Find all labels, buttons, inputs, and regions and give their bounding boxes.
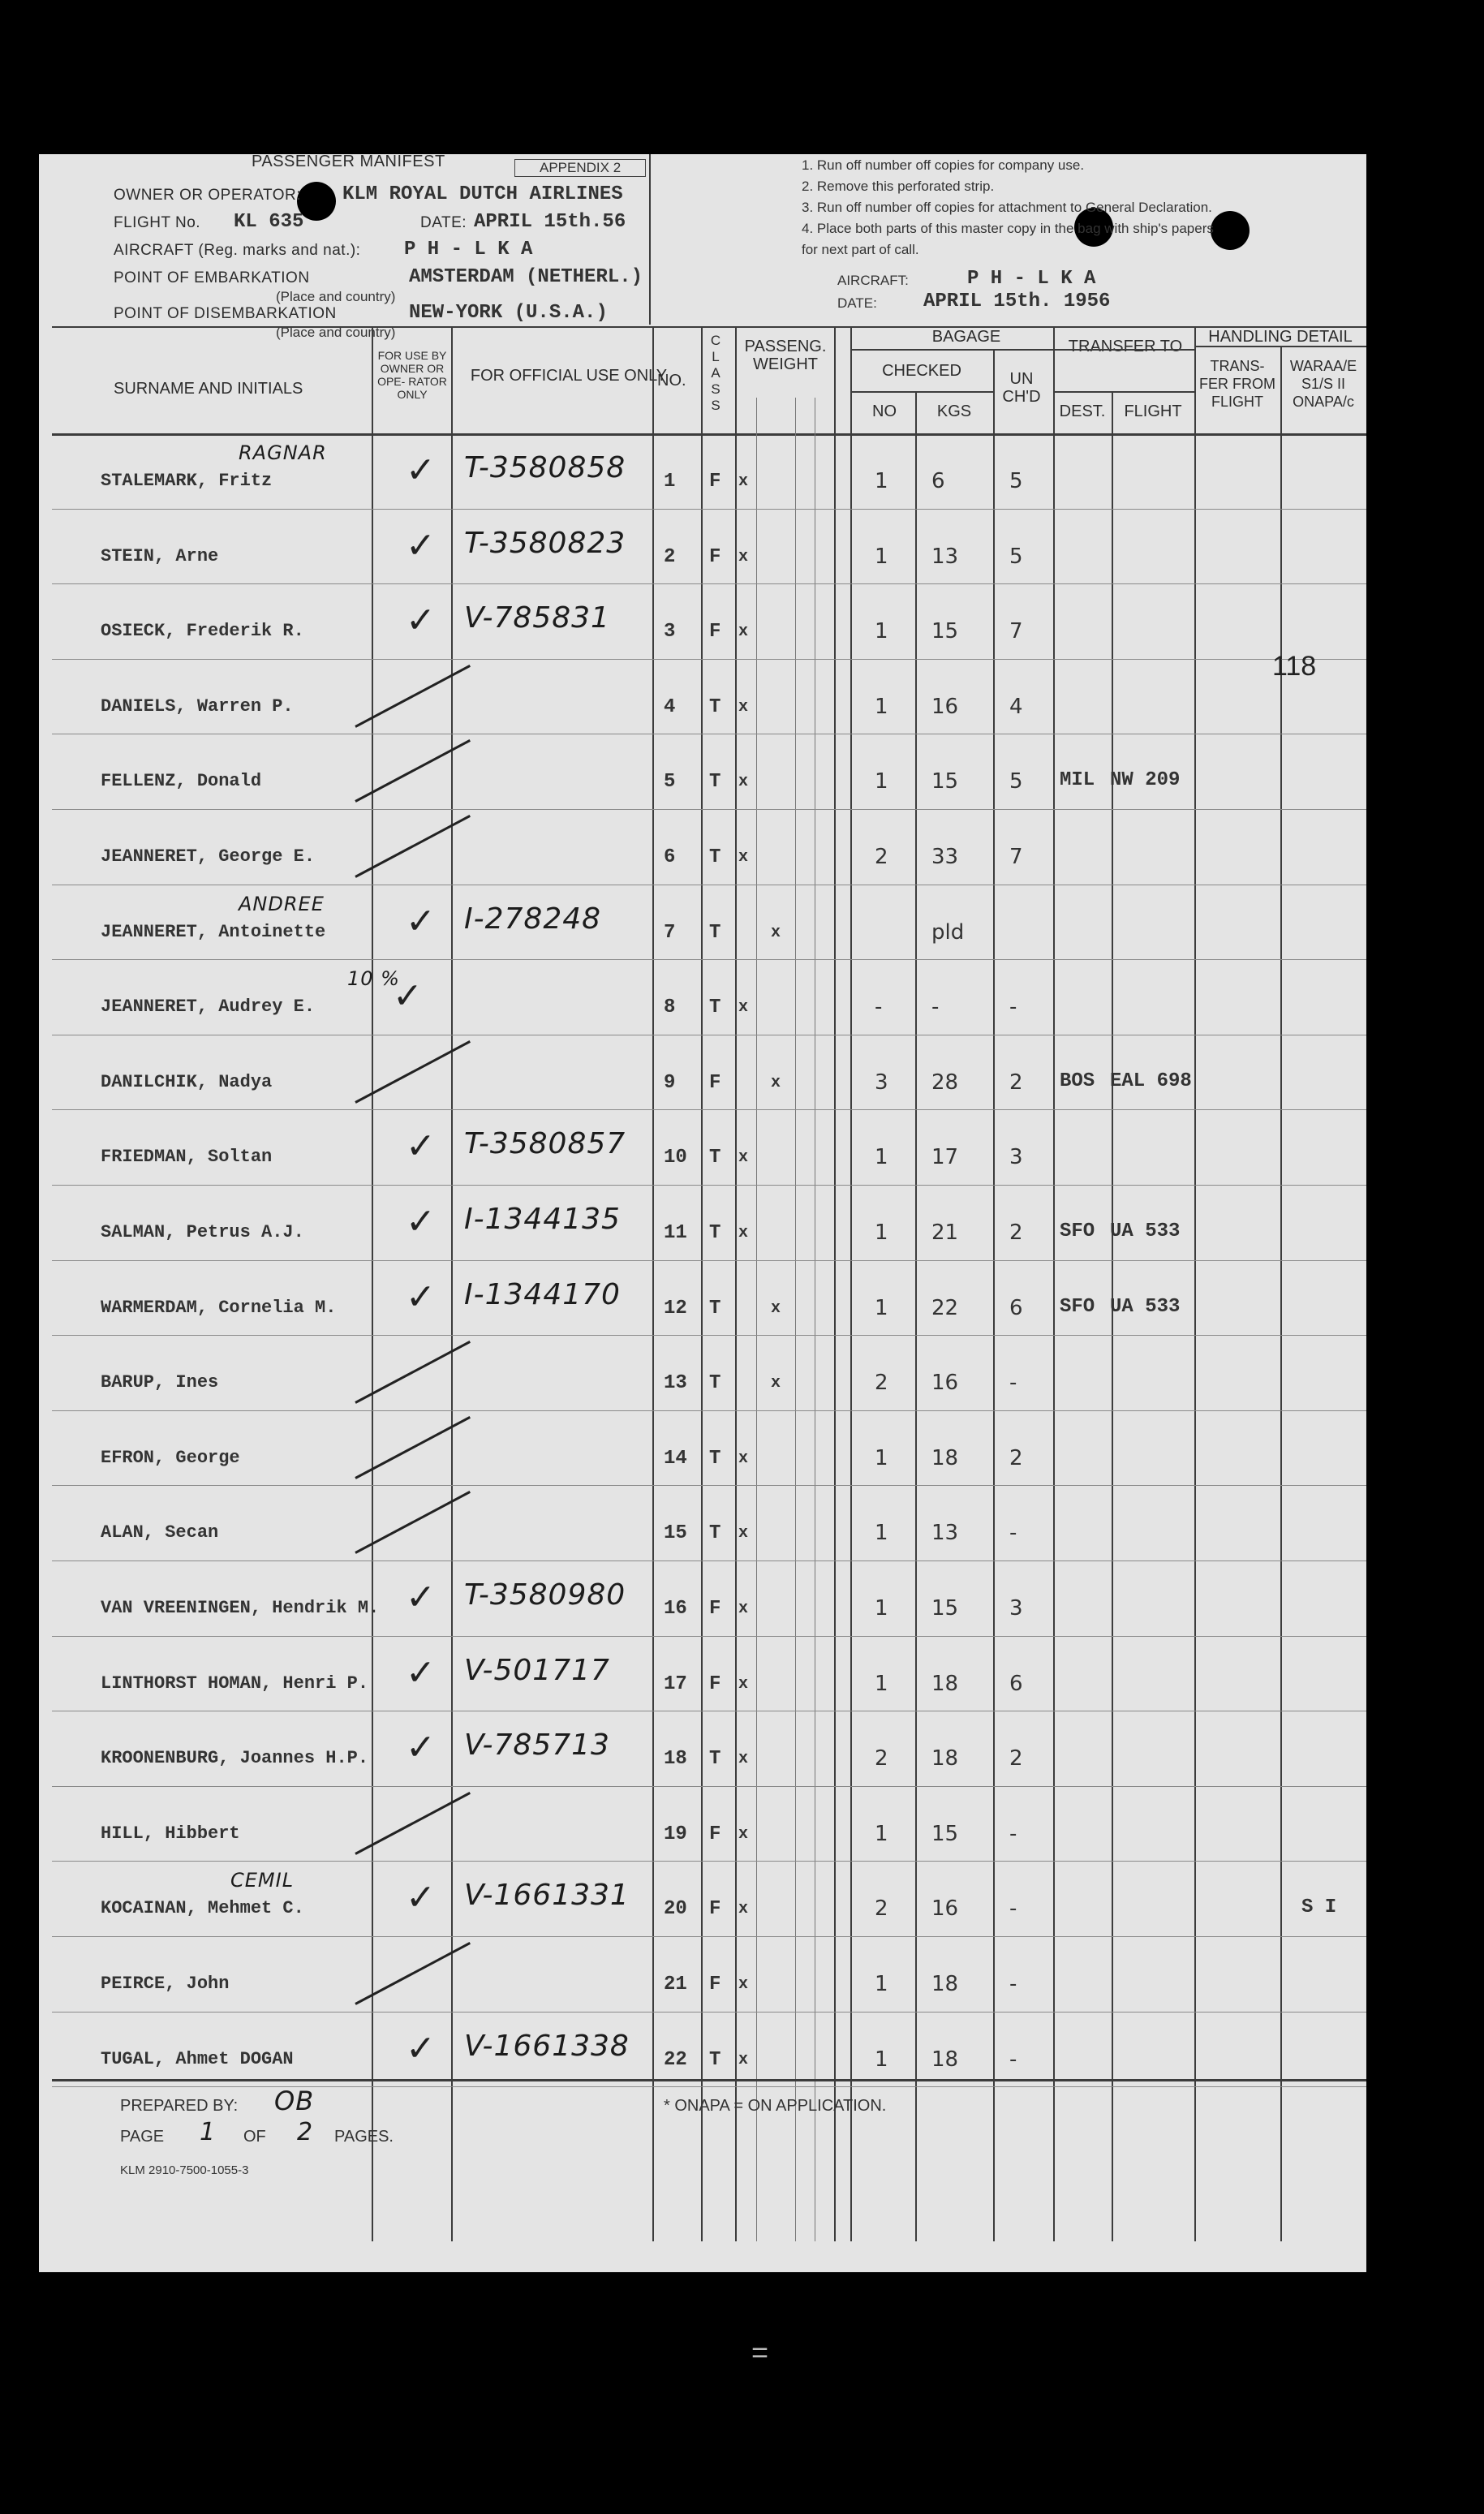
baggage-unchecked: 2 bbox=[1009, 1070, 1023, 1095]
baggage-count: 2 bbox=[875, 845, 888, 869]
aircraft-label: AIRCRAFT (Reg. marks and nat.): bbox=[114, 242, 361, 259]
table-row-line bbox=[52, 2086, 1366, 2087]
passenger-name: TUGAL, Ahmet DOGAN bbox=[101, 2048, 294, 2069]
passenger-name: DANILCHIK, Nadya bbox=[101, 1071, 273, 1092]
passenger-name: OSIECK, Frederik R. bbox=[101, 621, 304, 642]
baggage-kgs: - bbox=[931, 995, 940, 1020]
passenger-no: 2 bbox=[664, 545, 676, 568]
col-official: FOR OFFICIAL USE ONLY bbox=[470, 367, 668, 385]
prepared-label: PREPARED BY: bbox=[120, 2097, 239, 2115]
check-mark: ✓ bbox=[406, 1202, 436, 1242]
appendix-label: APPENDIX 2 bbox=[514, 159, 646, 177]
passenger-name: DANIELS, Warren P. bbox=[101, 695, 294, 717]
passenger-class: T bbox=[709, 1748, 721, 1771]
passenger-name: LINTHORST HOMAN, Henri P. bbox=[101, 1672, 369, 1694]
baggage-unchecked: 7 bbox=[1009, 619, 1023, 644]
check-mark: ✓ bbox=[406, 1728, 436, 1768]
table-row-line bbox=[52, 1636, 1366, 1637]
check-mark: ✓ bbox=[406, 2028, 436, 2068]
passenger-weight-mark: x bbox=[738, 773, 749, 792]
col-passeng-weight: PASSENG. WEIGHT bbox=[744, 338, 827, 373]
punch-hole bbox=[1211, 211, 1250, 250]
passenger-weight-mark: x bbox=[738, 1975, 749, 1994]
instruction-2: 2. Remove this perforated strip. bbox=[802, 179, 995, 194]
check-mark: ✓ bbox=[406, 601, 436, 641]
passenger-official-number: I-1344135 bbox=[464, 1203, 621, 1236]
col-checked-no: NO bbox=[872, 402, 897, 420]
passenger-no: 9 bbox=[664, 1071, 676, 1094]
transfer-dest: SFO bbox=[1060, 1295, 1095, 1318]
table-row-line bbox=[52, 1109, 1366, 1110]
passenger-weight-mark: x bbox=[771, 1298, 781, 1318]
passenger-name: STALEMARK, Fritz bbox=[101, 471, 273, 491]
col-surname: SURNAME AND INITIALS bbox=[114, 380, 303, 398]
table-row-line bbox=[52, 1335, 1366, 1336]
baggage-kgs: 16 bbox=[931, 694, 959, 719]
baggage-unchecked: 5 bbox=[1009, 544, 1023, 569]
baggage-unchecked: - bbox=[1009, 995, 1017, 1020]
passenger-name: SALMAN, Petrus A.J. bbox=[101, 1222, 304, 1242]
manifest-page bbox=[39, 154, 1366, 2272]
passenger-note: ANDREE bbox=[239, 892, 325, 915]
baggage-count: 1 bbox=[875, 1671, 888, 1696]
baggage-unchecked: 4 bbox=[1009, 694, 1023, 719]
col-transfer-from: TRANS- FER FROM FLIGHT bbox=[1199, 358, 1275, 410]
passenger-name: EFRON, George bbox=[101, 1447, 240, 1468]
passenger-class: F bbox=[709, 1598, 721, 1620]
passenger-weight-mark: x bbox=[738, 1750, 749, 1769]
baggage-unchecked: 5 bbox=[1009, 469, 1023, 493]
onapa-note: * ONAPA = ON APPLICATION. bbox=[664, 2097, 887, 2115]
baggage-count: 1 bbox=[875, 619, 888, 644]
right-aircraft-label: AIRCRAFT: bbox=[837, 273, 909, 288]
passenger-name: KROONENBURG, Joannes H.P. bbox=[101, 1748, 369, 1769]
embark-sub: (Place and country) bbox=[276, 289, 396, 304]
col-flight: FLIGHT bbox=[1124, 402, 1182, 420]
baggage-kgs: 33 bbox=[931, 845, 959, 869]
baggage-kgs: 15 bbox=[931, 1596, 959, 1621]
passenger-class: T bbox=[709, 2048, 721, 2071]
passenger-no: 20 bbox=[664, 1898, 687, 1921]
passenger-class: T bbox=[709, 1147, 721, 1169]
col-transfer: TRANSFER TO bbox=[1068, 338, 1183, 355]
passenger-name: VAN VREENINGEN, Hendrik M. bbox=[101, 1598, 380, 1618]
passenger-no: 15 bbox=[664, 1522, 687, 1545]
passenger-weight-mark: x bbox=[738, 1148, 749, 1168]
passenger-class: T bbox=[709, 1222, 721, 1244]
passenger-name: JEANNERET, Antoinette bbox=[101, 921, 326, 942]
baggage-kgs: 16 bbox=[931, 1371, 959, 1396]
passenger-weight-mark: x bbox=[771, 1073, 781, 1092]
baggage-kgs: 22 bbox=[931, 1295, 959, 1320]
baggage-unchecked: - bbox=[1009, 1371, 1017, 1396]
check-mark: ✓ bbox=[406, 1652, 436, 1693]
disembark-label: POINT OF DISEMBARKATION bbox=[114, 305, 337, 322]
passenger-no: 22 bbox=[664, 2048, 687, 2071]
table-row-line bbox=[52, 1485, 1366, 1486]
table-row-line bbox=[52, 1786, 1366, 1787]
passenger-weight-mark: x bbox=[738, 1824, 749, 1844]
passenger-no: 17 bbox=[664, 1672, 687, 1695]
transfer-dest: BOS bbox=[1060, 1070, 1095, 1092]
passenger-no: 4 bbox=[664, 695, 676, 718]
passenger-class: F bbox=[709, 1071, 721, 1094]
passenger-no: 14 bbox=[664, 1447, 687, 1470]
passenger-name: ALAN, Secan bbox=[101, 1522, 219, 1543]
baggage-count: 1 bbox=[875, 1521, 888, 1546]
passenger-class: F bbox=[709, 1672, 721, 1695]
date-label: DATE: bbox=[420, 214, 467, 231]
passenger-official-number: T-3580980 bbox=[464, 1578, 626, 1612]
of-value: 2 bbox=[297, 2118, 314, 2146]
aircraft-value: P H - L K A bbox=[404, 239, 533, 260]
bottom-mark: = bbox=[751, 2335, 769, 2369]
manifest-title: PASSENGER MANIFEST bbox=[252, 153, 445, 170]
passenger-weight-mark: x bbox=[738, 622, 749, 642]
passenger-no: 11 bbox=[664, 1222, 687, 1244]
form-number: KLM 2910-7500-1055-3 bbox=[120, 2163, 249, 2177]
passenger-name: KOCAINAN, Mehmet C. bbox=[101, 1898, 304, 1919]
transfer-flight: EAL 698 bbox=[1110, 1070, 1192, 1092]
embark-value: AMSTERDAM (NETHERL.) bbox=[409, 266, 643, 288]
passenger-class: T bbox=[709, 1447, 721, 1470]
check-mark: ✓ bbox=[406, 525, 436, 566]
passenger-class: T bbox=[709, 846, 721, 868]
baggage-count: 3 bbox=[875, 1070, 888, 1095]
table-row-line bbox=[52, 809, 1366, 810]
page-label: PAGE bbox=[120, 2128, 165, 2146]
baggage-count: 1 bbox=[875, 1445, 888, 1470]
right-aircraft-value: P H - L K A bbox=[967, 268, 1096, 290]
baggage-unchecked: - bbox=[1009, 1821, 1017, 1846]
baggage-kgs: 13 bbox=[931, 1521, 959, 1546]
baggage-count: 1 bbox=[875, 694, 888, 719]
passenger-no: 3 bbox=[664, 621, 676, 644]
passenger-note: 10 % bbox=[347, 967, 400, 991]
passenger-official-number: I-278248 bbox=[464, 902, 602, 936]
col-baggage: BAGAGE bbox=[931, 328, 1001, 346]
col-checked: CHECKED bbox=[882, 362, 961, 380]
passenger-no: 1 bbox=[664, 471, 676, 493]
baggage-unchecked: - bbox=[1009, 2047, 1017, 2072]
passenger-name: PEIRCE, John bbox=[101, 1974, 230, 1994]
col-unchd: UN CH'D bbox=[1002, 370, 1041, 406]
passenger-weight-mark: x bbox=[738, 547, 749, 566]
check-mark: ✓ bbox=[406, 1126, 436, 1167]
passenger-no: 18 bbox=[664, 1748, 687, 1771]
col-waraa: WARAA/E S1/S II ONAPA/c bbox=[1289, 358, 1357, 410]
passenger-official-number: V-785713 bbox=[464, 1728, 610, 1763]
passenger-name: STEIN, Arne bbox=[101, 545, 219, 566]
passenger-class: T bbox=[709, 771, 721, 794]
baggage-unchecked: 3 bbox=[1009, 1596, 1023, 1621]
flight-label: FLIGHT No. bbox=[114, 214, 201, 231]
baggage-count: 1 bbox=[875, 769, 888, 794]
baggage-unchecked: - bbox=[1009, 1972, 1017, 1996]
baggage-unchecked: 6 bbox=[1009, 1671, 1023, 1696]
table-row-line bbox=[52, 583, 1366, 584]
passenger-weight-mark: x bbox=[738, 998, 749, 1018]
passenger-class: T bbox=[709, 1297, 721, 1319]
baggage-kgs: 18 bbox=[931, 1746, 959, 1771]
passenger-no: 13 bbox=[664, 1372, 687, 1395]
baggage-kgs: 17 bbox=[931, 1145, 959, 1170]
transfer-flight: UA 533 bbox=[1110, 1295, 1181, 1318]
baggage-count: 1 bbox=[875, 544, 888, 569]
passenger-class: F bbox=[709, 1974, 721, 1995]
check-mark: ✓ bbox=[406, 1878, 436, 1918]
passenger-weight-mark: x bbox=[771, 923, 781, 942]
table-row-line bbox=[52, 1260, 1366, 1261]
table-row-line bbox=[52, 1410, 1366, 1411]
passenger-weight-mark: x bbox=[738, 1524, 749, 1543]
passenger-class: T bbox=[709, 695, 721, 718]
passenger-no: 16 bbox=[664, 1598, 687, 1620]
pages-label: PAGES. bbox=[334, 2128, 394, 2146]
passenger-no: 5 bbox=[664, 771, 676, 794]
embark-label: POINT OF EMBARKATION bbox=[114, 269, 310, 286]
baggage-unchecked: 2 bbox=[1009, 1220, 1023, 1245]
baggage-kgs: 18 bbox=[931, 2047, 959, 2072]
check-mark: ✓ bbox=[406, 1578, 436, 1617]
transfer-flight: NW 209 bbox=[1110, 769, 1181, 792]
baggage-unchecked: 5 bbox=[1009, 769, 1023, 794]
passenger-official-number: V-1661338 bbox=[464, 2029, 630, 2063]
right-date-label: DATE: bbox=[837, 295, 877, 311]
transfer-dest: SFO bbox=[1060, 1220, 1095, 1242]
prepared-value: OB bbox=[274, 2086, 315, 2116]
col-for-use: FOR USE BY OWNER OR OPE- RATOR ONLY bbox=[377, 349, 447, 401]
passenger-no: 6 bbox=[664, 846, 676, 868]
of-label: OF bbox=[243, 2128, 266, 2146]
passenger-official-number: V-501717 bbox=[464, 1653, 610, 1687]
passenger-weight-mark: x bbox=[771, 1374, 781, 1393]
baggage-unchecked: - bbox=[1009, 1521, 1017, 1546]
baggage-unchecked: 2 bbox=[1009, 1445, 1023, 1470]
baggage-count: 1 bbox=[875, 1821, 888, 1846]
table-row-line bbox=[52, 1560, 1366, 1561]
table-row-line bbox=[52, 1185, 1366, 1186]
passenger-name: JEANNERET, George E. bbox=[101, 846, 316, 867]
flight-value: KL 635 bbox=[234, 211, 304, 233]
passenger-class: T bbox=[709, 1372, 721, 1395]
passenger-name: WARMERDAM, Cornelia M. bbox=[101, 1297, 337, 1318]
date-value: APRIL 15th.56 bbox=[474, 211, 626, 233]
baggage-unchecked: 6 bbox=[1009, 1295, 1023, 1320]
passenger-class: F bbox=[709, 1898, 721, 1921]
passenger-weight-mark: x bbox=[738, 1900, 749, 1919]
baggage-count: 1 bbox=[875, 1295, 888, 1320]
passenger-class: T bbox=[709, 1522, 721, 1545]
passenger-name: JEANNERET, Audrey E. bbox=[101, 997, 316, 1018]
check-mark: ✓ bbox=[406, 901, 436, 941]
instruction-1: 1. Run off number off copies for company use. bbox=[802, 157, 1085, 173]
passenger-official-number: T-3580823 bbox=[464, 526, 626, 560]
passenger-weight-mark: x bbox=[738, 848, 749, 867]
owner-label: OWNER OR OPERATOR: bbox=[114, 187, 302, 204]
baggage-count: 2 bbox=[875, 1746, 888, 1771]
baggage-kgs: 15 bbox=[931, 1821, 959, 1846]
table-row-line bbox=[52, 659, 1366, 660]
baggage-kgs: 6 bbox=[931, 469, 945, 493]
passenger-no: 19 bbox=[664, 1823, 687, 1845]
passenger-name: FRIEDMAN, Soltan bbox=[101, 1147, 273, 1168]
passenger-official-number: V-785831 bbox=[464, 601, 610, 635]
passenger-class: T bbox=[709, 997, 721, 1019]
col-class: C L A S S bbox=[710, 333, 721, 413]
baggage-count: - bbox=[875, 995, 883, 1020]
table-row-line bbox=[52, 1861, 1366, 1862]
col-checked-kgs: KGS bbox=[936, 402, 972, 420]
passenger-note: CEMIL bbox=[230, 1869, 295, 1892]
passenger-no: 10 bbox=[664, 1147, 687, 1169]
baggage-unchecked: 3 bbox=[1009, 1145, 1023, 1170]
passenger-class: F bbox=[709, 621, 721, 644]
handling-note: S I bbox=[1301, 1896, 1337, 1919]
baggage-kgs: 18 bbox=[931, 1671, 959, 1696]
col-no: NO. bbox=[657, 372, 686, 390]
baggage-unchecked: - bbox=[1009, 1896, 1017, 1922]
table-row-line bbox=[52, 509, 1366, 510]
passenger-official-number: T-3580857 bbox=[464, 1127, 626, 1161]
col-dest: DEST. bbox=[1059, 402, 1106, 420]
passenger-official-number: T-3580858 bbox=[464, 451, 626, 484]
baggage-count: 2 bbox=[875, 1896, 888, 1922]
baggage-kgs: 13 bbox=[931, 544, 959, 569]
passenger-weight-mark: x bbox=[738, 1224, 749, 1242]
disembark-sub: (Place and country) bbox=[276, 325, 396, 340]
passenger-no: 7 bbox=[664, 921, 676, 944]
disembark-value: NEW-YORK (U.S.A.) bbox=[409, 302, 608, 324]
passenger-name: HILL, Hibbert bbox=[101, 1823, 240, 1844]
baggage-count: 1 bbox=[875, 1220, 888, 1245]
passenger-note: RAGNAR bbox=[239, 441, 327, 464]
passenger-no: 8 bbox=[664, 997, 676, 1019]
baggage-count: 1 bbox=[875, 1145, 888, 1170]
baggage-count: 1 bbox=[875, 1972, 888, 1996]
passenger-weight-mark: x bbox=[738, 472, 749, 491]
baggage-unchecked: 7 bbox=[1009, 845, 1023, 869]
page-value: 1 bbox=[200, 2118, 217, 2146]
passenger-no: 12 bbox=[664, 1297, 687, 1319]
baggage-kgs: pld bbox=[931, 919, 965, 945]
instruction-3: 3. Run off number off copies for attachment to General Declaration. bbox=[802, 200, 1212, 215]
baggage-count: 1 bbox=[875, 2047, 888, 2072]
baggage-kgs: 28 bbox=[931, 1070, 959, 1095]
baggage-kgs: 21 bbox=[931, 1220, 959, 1245]
passenger-weight-mark: x bbox=[738, 1449, 749, 1468]
baggage-count: 1 bbox=[875, 1596, 888, 1621]
passenger-class: F bbox=[709, 545, 721, 568]
passenger-class: T bbox=[709, 921, 721, 944]
baggage-count: 2 bbox=[875, 1371, 888, 1396]
transfer-dest: MIL bbox=[1060, 769, 1095, 792]
passenger-no: 21 bbox=[664, 1974, 687, 1995]
passenger-weight-mark: x bbox=[738, 1674, 749, 1694]
passenger-weight-mark: x bbox=[738, 2050, 749, 2069]
table-row-line bbox=[52, 959, 1366, 960]
passenger-official-number: V-1661331 bbox=[464, 1879, 630, 1913]
passenger-class: F bbox=[709, 1823, 721, 1845]
passenger-weight-mark: x bbox=[738, 697, 749, 717]
baggage-kgs: 15 bbox=[931, 619, 959, 644]
check-mark: ✓ bbox=[406, 1276, 436, 1317]
baggage-kgs: 18 bbox=[931, 1445, 959, 1470]
passenger-name: FELLENZ, Donald bbox=[101, 771, 262, 792]
baggage-kgs: 16 bbox=[931, 1896, 959, 1922]
check-mark: ✓ bbox=[406, 450, 436, 490]
baggage-count: 1 bbox=[875, 469, 888, 493]
handling-note: 118 bbox=[1272, 650, 1317, 682]
right-date-value: APRIL 15th. 1956 bbox=[923, 291, 1111, 312]
transfer-flight: UA 533 bbox=[1110, 1220, 1181, 1242]
instruction-4b: for next part of call. bbox=[802, 242, 919, 257]
col-handling: HANDLING DETAIL bbox=[1208, 328, 1353, 346]
passenger-name: BARUP, Ines bbox=[101, 1372, 219, 1393]
baggage-kgs: 18 bbox=[931, 1972, 959, 1996]
baggage-unchecked: 2 bbox=[1009, 1746, 1023, 1771]
passenger-official-number: I-1344170 bbox=[464, 1277, 621, 1311]
baggage-kgs: 15 bbox=[931, 769, 959, 794]
passenger-weight-mark: x bbox=[738, 1599, 749, 1618]
instruction-4: 4. Place both parts of this master copy in the bag with ship's papers bbox=[802, 221, 1214, 236]
passenger-class: F bbox=[709, 471, 721, 493]
table-row-line bbox=[52, 1936, 1366, 1937]
owner-value: KLM ROYAL DUTCH AIRLINES bbox=[342, 183, 623, 205]
check-mark: ✓ bbox=[393, 976, 423, 1017]
